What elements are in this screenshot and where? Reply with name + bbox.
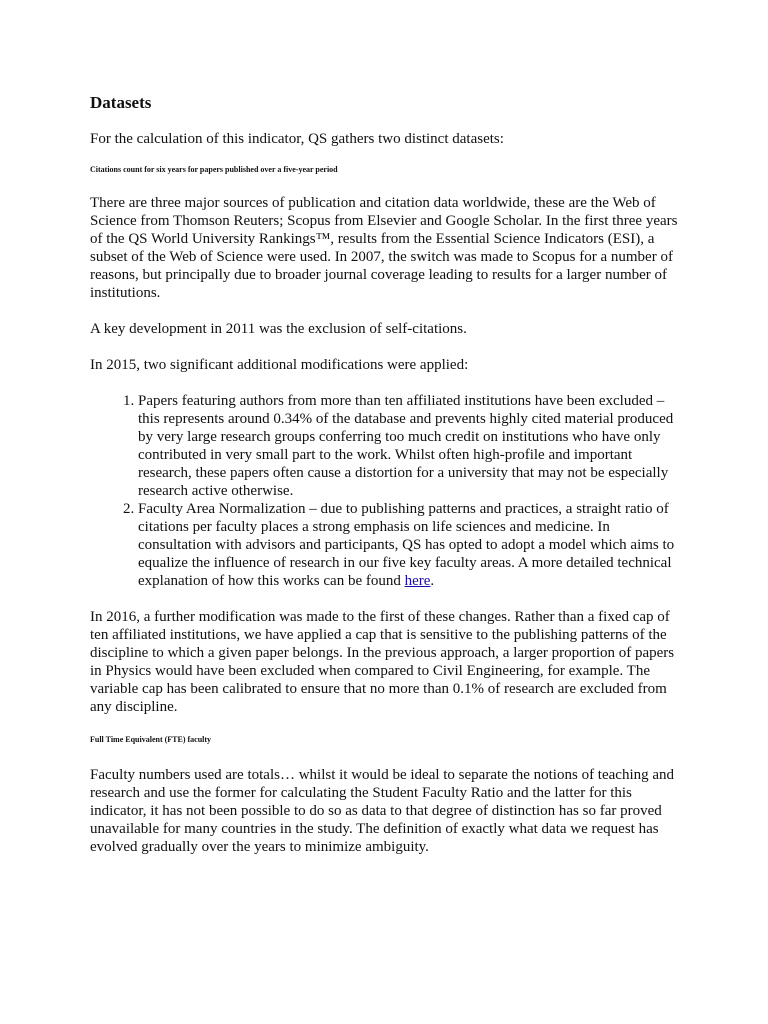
list-item: 1. Papers featuring authors from more than ten affiliated institutions have been excluded – this represents around 0.34% of the database and prevents highly cited material produced by very large research groups conferring too much credit on institutions who have only contributed in very small part to the work. Whilst often high-profile and important research, these papers often cause a distortion for a university that may not be especially research active otherwise. (138, 392, 686, 500)
intro-paragraph: For the calculation of this indicator, QS gathers two distinct datasets: (90, 131, 504, 147)
list-item-end: . (430, 573, 435, 589)
paragraph-data-sources: There are three major sources of publication and citation data worldwide, these are the Web of Science from Thomson Reuters; Scopus from Elsevier and Google Scholar. In the first three years of the QS World University Rankings™, results from the Essential Science Indicators (ESI), a subset of the Web of Science were used. In 2007, the switch was made to Scopus for a number of reasons, but principally due to broader journal coverage leading to results for a larger number of institutions. (90, 195, 678, 301)
here-link[interactable]: here (404, 573, 431, 589)
paragraph-self-citations: A key development in 2011 was the exclusion of self-citations. (90, 321, 467, 337)
paragraph-2015-modifications: In 2015, two significant additional modifications were applied: (90, 357, 469, 373)
modifications-list (90, 392, 686, 590)
paragraph-faculty-numbers: Faculty numbers used are totals… whilst it would be ideal to separate the notions of teaching and research and use the former for calculating the Student Faculty Ratio and the latter for this indicator, it has not been possible to do so as data to that degree of distinction has so far proved unavailable for many countries in the study. The definition of exactly what data we request has evolved gradually over the years to minimize ambiguity. (90, 767, 675, 855)
subheading-fte-faculty: Full Time Equivalent (FTE) faculty (90, 735, 212, 744)
list-item (138, 500, 686, 590)
subheading-citations: Citations count for six years for papers published over a five-year period (90, 165, 338, 174)
document-body (90, 92, 686, 856)
section-heading: Datasets (90, 93, 152, 112)
paragraph-2016-modification: In 2016, a further modification was made to the first of these changes. Rather than a fixed cap of ten affiliated institutions, we have applied a cap that is sensitive to the publishing patterns of the discipline to which a given paper belongs. In the previous approach, a larger proportion of papers in Physics would have been excluded when compared to Civil Engineering, for example. The variable cap has been calibrated to ensure that no more than 0.1% of research are excluded from any discipline. (90, 609, 675, 715)
list-item-text: Faculty Area Normalization – due to publishing patterns and practices, a straight ratio of citations per faculty places a strong emphasis on life sciences and medicine. In consultation with advisors and participants, QS has opted to adopt a model which aims to equalize the influence of research in our five key faculty areas. A more detailed technical explanation of how this works can be found (138, 501, 675, 589)
